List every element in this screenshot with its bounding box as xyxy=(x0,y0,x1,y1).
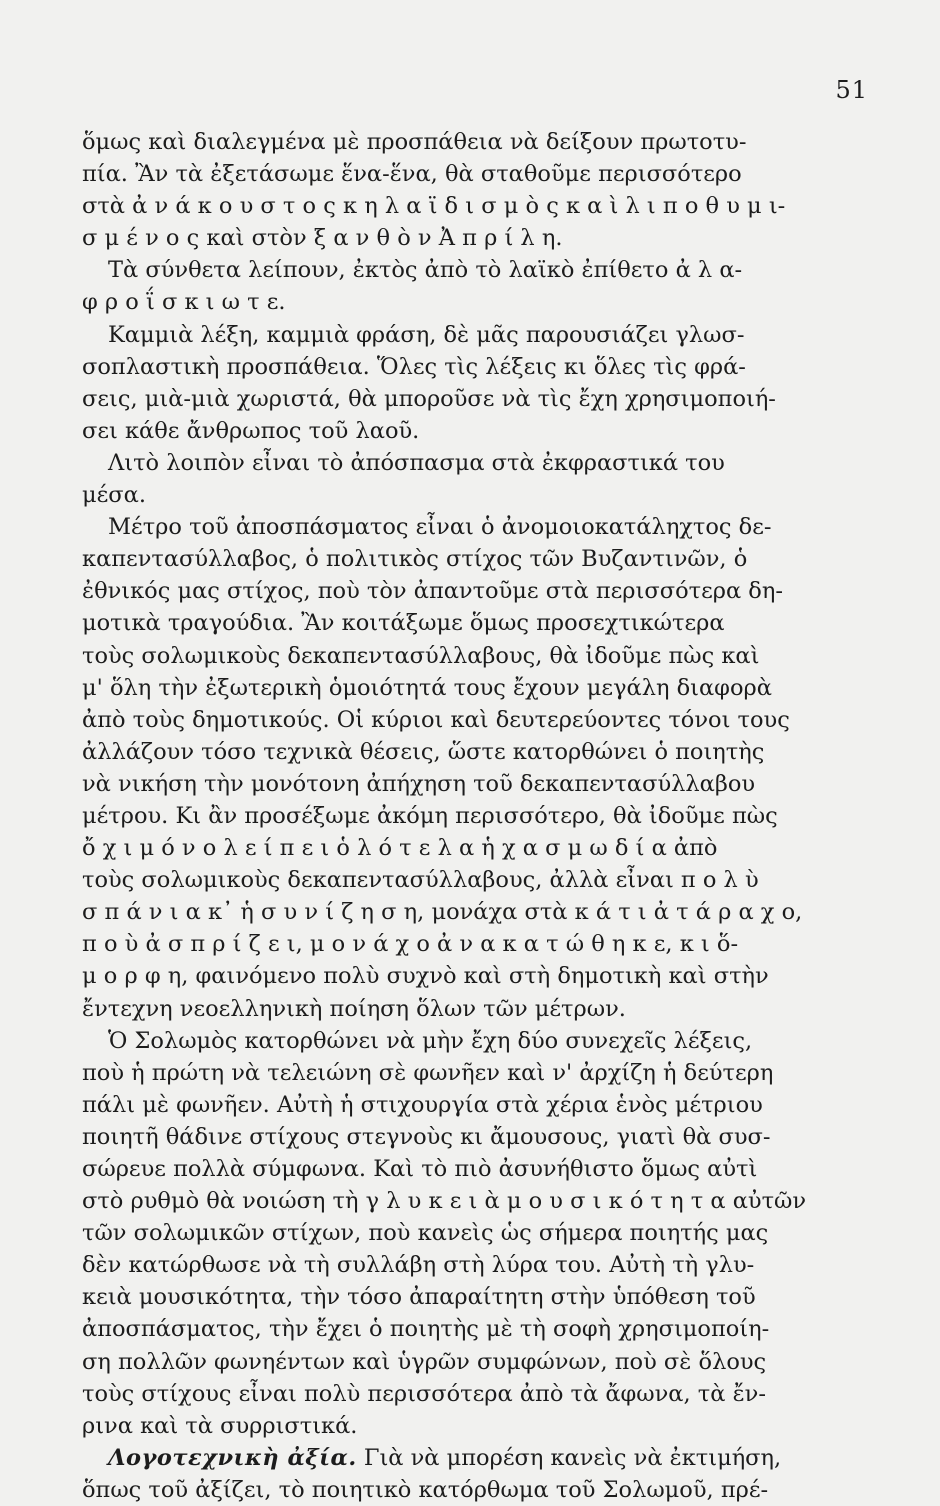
page-number: 51 xyxy=(835,76,868,104)
text-line: μ ο ρ φ η, φαινόμενο πολὺ συχνὸ καὶ στὴ δημοτικὴ καὶ στὴν xyxy=(82,963,769,990)
text-line: σοπλαστικὴ προσπάθεια. Ὅλες τὶς λέξεις κι ὅλες τὶς φρά- xyxy=(82,353,746,380)
text-line: δὲν κατώρθωσε νὰ τὴ συλλάβη στὴ λύρα του. Αὐτὴ τὴ γλυ- xyxy=(82,1252,755,1279)
text-line: πάλι μὲ φωνῆεν. Αὐτὴ ἡ στιχουργία στὰ χέρια ἑνὸς μέτριου xyxy=(82,1091,763,1118)
text-line: ὅπως τοῦ ἀξίζει, τὸ ποιητικὸ κατόρθωμα τοῦ Σολωμοῦ, πρέ- xyxy=(82,1476,769,1503)
text-line: ἀπὸ τοὺς δημοτικούς. Οἱ κύριοι καὶ δευτερεύοντες τόνοι τους xyxy=(82,706,790,733)
text-line: ὅμως καὶ διαλεγμένα μὲ προσπάθεια νὰ δείξουν πρωτοτυ- xyxy=(82,129,747,155)
text-line: Λιτὸ λοιπὸν εἶναι τὸ ἀπόσπασμα στὰ ἐκφραστικά του xyxy=(108,449,725,476)
text-line: ἀποσπάσματος, τὴν ἔχει ὁ ποιητὴς μὲ τὴ σοφὴ χρησιμοποίη- xyxy=(82,1316,770,1343)
text-line: Μέτρο τοῦ ἀποσπάσματος εἶναι ὁ ἀνομοιοκατάληχτος δε- xyxy=(108,514,772,541)
section-lead-heading: Λογοτεχνικὴ ἀξία. xyxy=(108,1444,357,1471)
text-line: ἀλλάζουν τόσο τεχνικὰ θέσεις, ὥστε κατορθώνει ὁ ποιητὴς xyxy=(82,738,765,765)
text-line: σει κάθε ἄνθρωπος τοῦ λαοῦ. xyxy=(82,417,420,444)
text-line: νὰ νικήση τὴν μονότονη ἀπήχηση τοῦ δεκαπεντασύλλαβου xyxy=(82,770,756,797)
text-line: στὸ ρυθμὸ θὰ νοιώση τὴ γ λ υ κ ε ι ὰ μ ο υ σ ι κ ό τ η τ α αὐτῶν xyxy=(82,1188,807,1215)
text-line: στὰ ἀ ν ά κ ο υ σ τ ο ς κ η λ α ϊ δ ι σ μ ὸ ς κ α ὶ λ ι π ο θ υ μ ι- xyxy=(82,193,786,220)
text-line: π ο ὺ ἀ σ π ρ ί ζ ε ι, μ ο ν ά χ ο ἀ ν α κ α τ ώ θ η κ ε, κ ι ὅ- xyxy=(82,931,739,958)
text-line: ση πολλῶν φωνηέντων καὶ ὑγρῶν συμφώνων, ποὺ σὲ ὅλους xyxy=(82,1348,767,1375)
final-paragraph-first-line xyxy=(82,1442,874,1474)
text-line: ποιητῆ θάδινε στίχους στεγνοὺς κι ἄμουσους, γιατὶ θὰ συσ- xyxy=(82,1123,771,1150)
text-line: καπεντασύλλαβος, ὁ πολιτικὸς στίχος τῶν Βυζαντινῶν, ὁ xyxy=(82,546,748,573)
text-line: ἐθνικός μας στίχος, ποὺ τὸν ἀπαντοῦμε στὰ περισσότερα δη- xyxy=(82,578,783,605)
body-text xyxy=(82,126,874,1506)
text-line: σ μ έ ν ο ς καὶ στὸν ξ α ν θ ὸ ν Ἀ π ρ ί λ η. xyxy=(82,225,563,252)
text-line: σώρευε πολλὰ σύμφωνα. Καὶ τὸ πιὸ ἀσυνήθιστο ὅμως αὐτὶ xyxy=(82,1156,758,1182)
text-line: τοὺς σολωμικοὺς δεκαπεντασύλλαβους, θὰ ἰδοῦμε πὼς καὶ xyxy=(82,642,760,669)
text-line: Καμμιὰ λέξη, καμμιὰ φράση, δὲ μᾶς παρουσιάζει γλωσ- xyxy=(108,321,745,348)
text-line: τῶν σολωμικῶν στίχων, ποὺ κανεὶς ὡς σήμερα ποιητής μας xyxy=(82,1220,769,1247)
text-line: Ὁ Σολωμὸς κατορθώνει νὰ μὴν ἔχη δύο συνεχεῖς λέξεις, xyxy=(108,1027,753,1054)
text-line: μ' ὅλη τὴν ἐξωτερικὴ ὁμοιότητά τους ἔχουν μεγάλη διαφορὰ xyxy=(82,674,772,701)
text-line: μοτικὰ τραγούδια. Ἂν κοιτάξωμε ὅμως προσεχτικώτερα xyxy=(82,610,725,637)
text-line: τοὺς στίχους εἶναι πολὺ περισσότερα ἀπὸ τὰ ἄφωνα, τὰ ἔν- xyxy=(82,1380,766,1407)
text-line: ἔντεχνη νεοελληνικὴ ποίηση ὅλων τῶν μέτρων. xyxy=(82,995,626,1022)
text-line: Τὰ σύνθετα λείπουν, ἐκτὸς ἀπὸ τὸ λαϊκὸ ἐπίθετο ἀ λ α- xyxy=(108,257,743,284)
text-line: ρινα καὶ τὰ συρριστικά. xyxy=(82,1412,358,1439)
text-line: σεις, μιὰ-μιὰ χωριστά, θὰ μποροῦσε νὰ τὶς ἔχη χρησιμοποιή- xyxy=(82,385,776,412)
text-line: κειὰ μουσικότητα, τὴν τόσο ἀπαραίτητη στὴν ὑπόθεση τοῦ xyxy=(82,1284,756,1311)
text-line: τοὺς σολωμικοὺς δεκαπεντασύλλαβους, ἀλλὰ εἶναι π ο λ ὺ xyxy=(82,867,759,894)
text-line: μέτρου. Κι ἂν προσέξωμε ἀκόμη περισσότερο, θὰ ἰδοῦμε πὼς xyxy=(82,802,778,829)
final-paragraph-text: Γιὰ νὰ μπορέση κανεὶς νὰ ἐκτιμήση, xyxy=(356,1444,782,1471)
text-line: φ ρ ο ΐ σ κ ι ω τ ε. xyxy=(82,289,286,316)
text-line: μέσα. xyxy=(82,482,146,509)
text-line: ὄ χ ι μ ό ν ο λ ε ί π ε ι ὁ λ ό τ ε λ α ἡ χ α σ μ ω δ ί α ἀπὸ xyxy=(82,835,718,862)
text-line: σ π ά ν ι α κ᾽ ἡ σ υ ν ί ζ η σ η, μονάχα στὰ κ ά τ ι ἀ τ ά ρ α χ ο, xyxy=(82,899,803,926)
text-line: πία. Ἂν τὰ ἐξετάσωμε ἕνα-ἕνα, θὰ σταθοῦμε περισσότερο xyxy=(82,161,742,188)
text-line: ποὺ ἡ πρώτη νὰ τελειώνη σὲ φωνῆεν καὶ ν' ἀρχίζη ἡ δεύτερη xyxy=(82,1059,774,1086)
